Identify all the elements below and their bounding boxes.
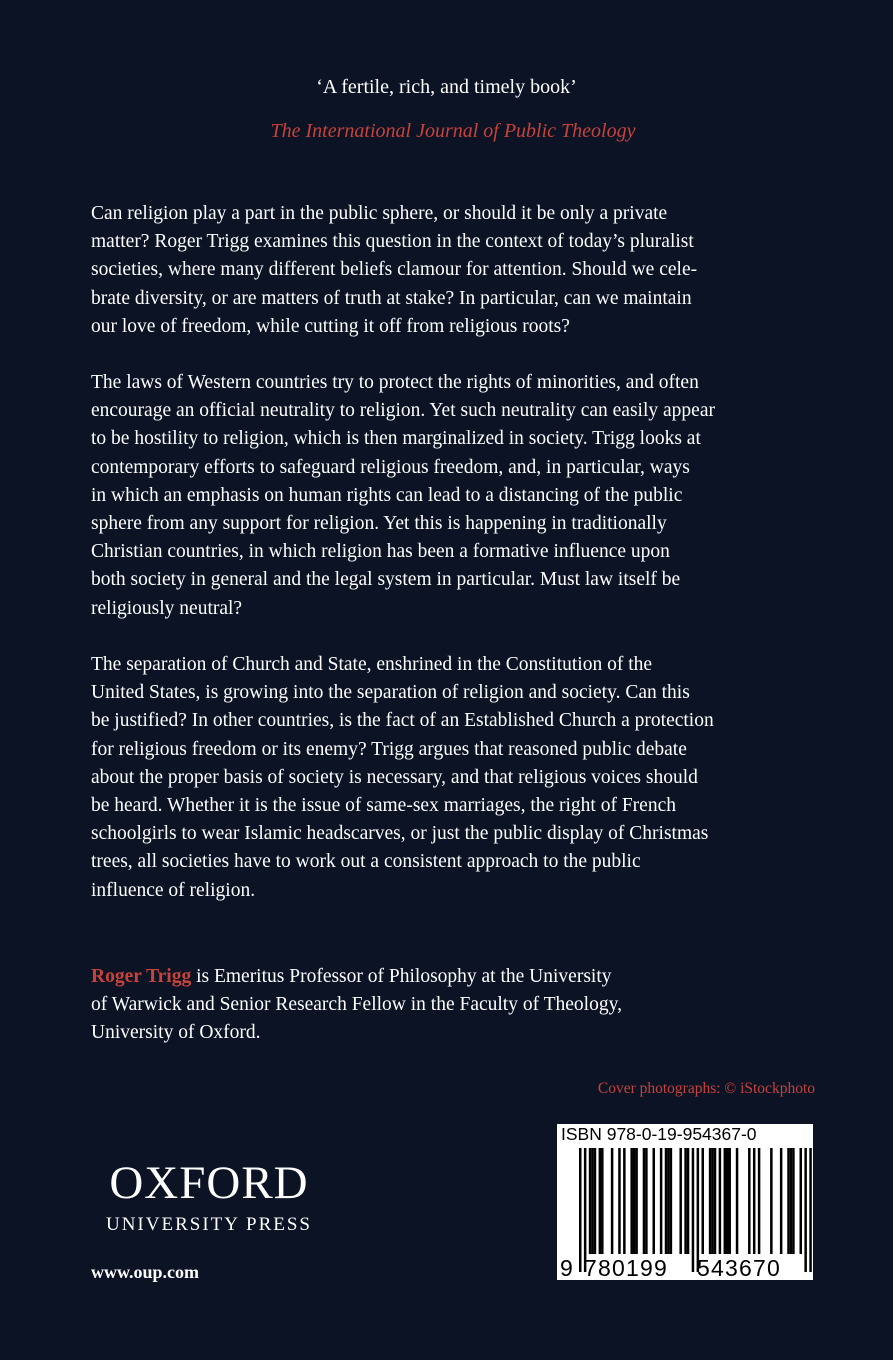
barcode-bar [589,1148,592,1254]
barcode-bar [748,1148,751,1254]
barcode-bar [758,1148,761,1254]
barcode-guard-bar [804,1148,807,1272]
barcode-bar [679,1148,682,1254]
barcode-bar [670,1148,673,1254]
barcode-bar [780,1148,783,1254]
barcode-guard-bar [579,1148,582,1272]
barcode-bar [726,1148,729,1254]
barcode-bar [787,1148,790,1254]
review-source: The International Journal of Public Theology [270,120,636,142]
barcode-bar [660,1148,663,1254]
barcode-bar [643,1148,646,1254]
barcode-bar [709,1148,712,1254]
barcode-guard-bar [584,1148,587,1272]
barcode-bar [611,1148,614,1254]
barcode-bar [724,1148,727,1254]
barcode-digit-group-left: 780199 [584,1255,668,1281]
description-paragraph-1: Can religion play a part in the public sphere, or should it be only a private matter? Roger Trigg examines this question in the context of today’s pluralist societies, where many different beliefs clamour for attention. Should we cele- brate diversity, or are matters of truth at stake? In particular, can we maintain our love of freedom, while cutting it off from religious roots? [91,203,698,337]
author-bio [91,963,824,1048]
publisher-subtitle: UNIVERSITY PRESS [105,1214,312,1235]
isbn-barcode [557,1124,813,1280]
description-paragraph-2: The laws of Western countries try to protect the rights of minorities, and often encourage an official neutrality to religion. Yet such neutrality can easily appear to be hostility to religion, which is then marginalized in society. Trigg looks at contemporary efforts to safeguard religious freedom, and, in particular, ways in which an emphasis on human rights can lead to a distancing of the public sphere from any support for religion. Yet this is happening in traditionally Christian countries, in which religion has been a formative influence upon both society in general and the legal system in particular. Must law itself be religiously neutral? [91,372,715,619]
review-quote: ‘A fertile, rich, and timely book’ [316,76,577,98]
barcode-bar [601,1148,604,1254]
description-paragraph-3: The separation of Church and State, enshrined in the Constitution of the United States, is growing into the separation of religion and society. Can this be justified? In other countries, is the fact of an Established Church a protection for religious freedom or its enemy? Trigg argues that reasoned public debate about the proper basis of society is necessary, and that religious voices should be heard. Whether it is the issue of same-sex marriages, the right of French schoolgirls to wear Islamic headscarves, or just the public display of Christmas trees, all societies have to work out a consistent approach to the public influence of religion. [91,654,714,901]
author-bio-text: is Emeritus Professor of Philosophy at the University of Warwick and Senior Research Fellow in the Faculty of Theology, University of Oxford. [91,966,622,1044]
barcode-bar [623,1148,626,1254]
isbn-label: ISBN 978-0-19-954367-0 [561,1124,757,1144]
barcode-bar [711,1148,714,1254]
barcode-bar [702,1148,705,1254]
barcode-bar [728,1148,731,1254]
barcode-bar [665,1148,668,1254]
barcode-bar [714,1148,717,1254]
barcode-guard-bar [692,1148,695,1272]
barcode-bar [599,1148,602,1254]
publisher-logo [90,1158,328,1236]
author-name: Roger Trigg [91,966,192,987]
barcode-bar [635,1148,638,1254]
barcode-digit-group-right: 543670 [697,1255,781,1281]
barcode-bar [736,1148,739,1254]
publisher-website[interactable]: www.oup.com [91,1262,200,1282]
barcode-bar [753,1148,756,1254]
barcode-bar [770,1148,773,1254]
barcode-bar [792,1148,795,1254]
barcode-bar [591,1148,594,1254]
barcode-bar [618,1148,621,1254]
publisher-name: OXFORD [109,1157,309,1209]
barcode-bar [653,1148,656,1254]
barcode-digit-first: 9 [560,1255,573,1281]
barcode-bar [594,1148,597,1254]
barcode-bar [633,1148,636,1254]
barcode-bar [687,1148,690,1254]
barcode-guard-bar [697,1148,700,1272]
barcode-bar [630,1148,633,1254]
barcode-bar [719,1148,722,1254]
barcode-bar [667,1148,670,1254]
barcode-bar [684,1148,687,1254]
barcode-bar [645,1148,648,1254]
photo-credit: Cover photographs: © iStockphoto [597,1080,815,1097]
barcode-guard-bar [809,1148,812,1272]
barcode-bar [800,1148,803,1254]
barcode-bar [790,1148,793,1254]
